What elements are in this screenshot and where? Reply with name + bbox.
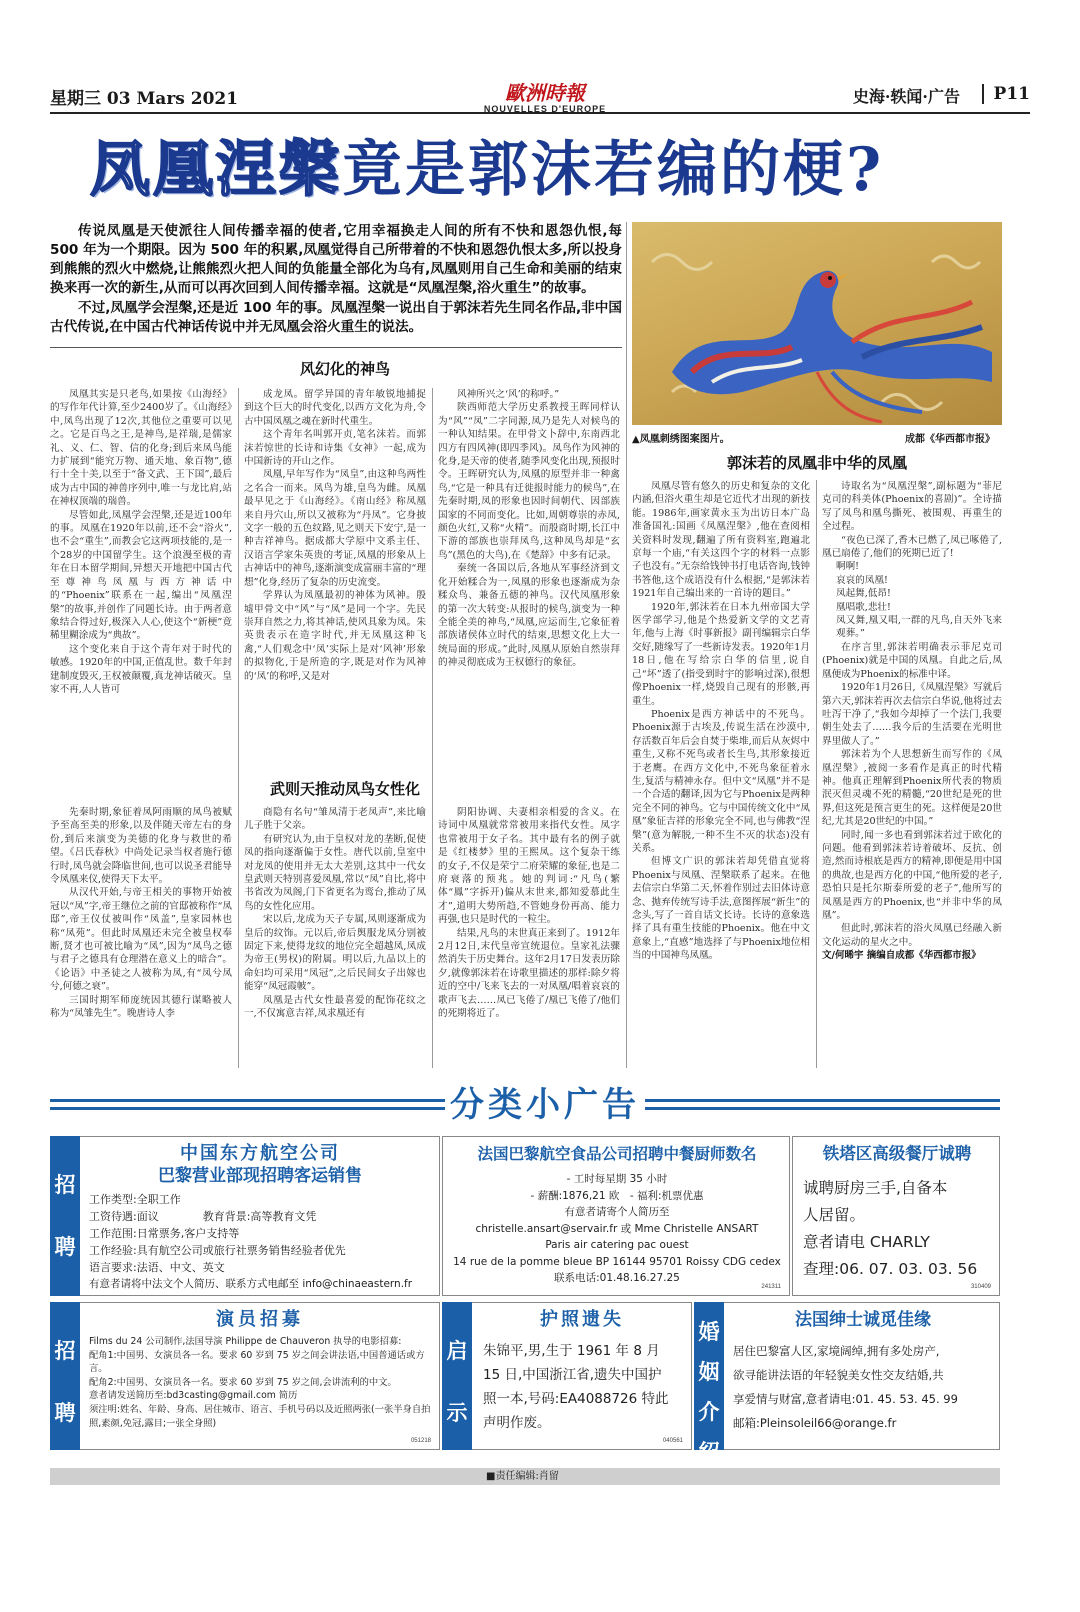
poem-line: 凤又舞,凰又唱,一群的凡鸟,自天外飞来观葬。” (836, 615, 1002, 640)
subhead-wu-zetian: 武则天推动凤鸟女性化 (269, 780, 420, 798)
paragraph: 凤凰其实是只老鸟,如果按《山海经》的写作年代计算,至少2400岁了。《山海经》中,凤鸟出现了12次,其他位之重要可以见之。它是百鸟之王,是神鸟,是祥瑞,是儒家礼、义、仁、智、信的化身;到后来凤鸟能力扩展到“能究万物、通天地、象百物”,德行十全十美,以至于“备文武、王下国”,最后成为古中国的神兽序列中,唯一与龙比肩,站在神权顶端的瑞兽。 (50, 389, 232, 508)
ad-line: Paris air catering pac ouest (545, 1239, 689, 1251)
paragraph: 郭沫若为个人思想新生而写作的《凤凰涅槃》,被阅一多看作是真正的时代精神。他真正理解到Phoenix所代表的物质泯灭但灵魂不死的精髓,“20世纪是死的世界,但这死是预言更生的死。这样便是20世纪,尤其是20世纪的中国。” (822, 749, 1002, 828)
ad-body (89, 1335, 437, 1430)
column-divider (238, 388, 239, 1068)
photo-caption: ▲凤凰刺绣图案图片。 (632, 434, 730, 445)
issue-date: 星期三 03 Mars 2021 (50, 89, 239, 109)
poem-line: 凰唱歌,悲壮! (836, 601, 891, 613)
ad-line: 邮箱:Pleinsoleil66@orange.fr (733, 1416, 897, 1430)
newspaper-logo (470, 82, 620, 114)
lead-paragraph (50, 222, 622, 337)
paragraph: 但此时,郭沫若的浴火凤凰已经融入新文化运动的星火之中。 (822, 923, 1002, 948)
paragraph: 陕西师范大学历史系教授王晖同样认为“风”“凤”二字同源,凤乃是先人对候鸟的一种认知结果。在甲骨文卜辞中,东南西北四方有四风神(即四季风)。凤鸟作为风神的化身,是天帝的使者,随季风变化出现,预报时令。王晖研究认为,凤凰的原型并非一种禽鸟,“它是一种具有迁徙报时能力的候鸟”,在先秦时期,凤的形象也因时间朝代、因部族国家的不同而变化。比如,周朝尊崇的赤凤,颜色火红,又称“火精”。而殷商时期,长江中下游的部族也崇拜凤鸟,这种凤鸟却是“玄鸟”(黑色的大鸟),在《楚辞》中多有记录。 (438, 402, 620, 561)
paragraph: 学界认为凤凰最初的神体为风神。殷墟甲骨文中“风”与“凤”是同一个字。先民崇拜自然之力,将其神话,使风具象为凤。朱英贵表示在造字时代,并无凤凰这种飞禽,“人们观念中‘凤’实际上是对‘风神’形象的拟物化,于是所造的字,既是对作为风神的‘凤’的称呼,又是对 (244, 590, 426, 682)
editor-footer: ■责任编辑:肖留 (50, 1468, 1000, 1485)
article-column-7 (244, 806, 426, 1068)
ad-line: 14 rue de la pomme bleue BP 16144 95701 Roissy CDG cedex (453, 1255, 781, 1268)
paragraph: “夜色已深了,香木已燃了,凤已啄倦了,凰已扇倦了,他们的死期已近了! (822, 534, 1002, 560)
paragraph: 三国时期军师庞统因其德行谋略被人称为“凤雏先生”。晚唐诗人李 (50, 994, 232, 1020)
column-divider (626, 222, 627, 1068)
section-name: 史海·轶闻·广告 (852, 87, 960, 106)
ad-line: 语言要求:法语、中文、英文 (89, 1261, 225, 1274)
article-column-8 (438, 806, 620, 1068)
paragraph: 凤凰尽管有悠久的历史和复杂的文化内涵,但浴火重生却是它近代才出现的新技能。1986年,画家黄永玉为出访日本广岛准备国礼:国画《凤凰涅槃》,他在查阅相关资料时发现,翻遍了所有资料室,跑遍北京每一个庙,“有关这四个字的材料一点影子也没有。”无奈给钱钟书打电话咨询,钱钟书答他,这个成语没有什么根据,“是郭沫若1921年自己编出来的一首诗的题目。” (632, 481, 810, 600)
ad-title: 演员招募 (216, 1309, 304, 1330)
paragraph: 在序言里,郭沫若明确表示菲尼克司(Phoenix)就是中国的凤凰。自此之后,凤凰便成为Phoenix的标准中译。 (822, 641, 1002, 680)
ad-line: Films du 24 公司制作,法国导演 Philippe de Chauveron 执导的电影招募: (89, 1336, 402, 1347)
paragraph: 先秦时期,象征着凤阿雨顺的凤鸟被赋予至高至美的形象,以及伴随天帝左右的身份,到后来演变为美德的化身与救世的希望。《吕氏春秋》中尚处记录当权者施行德行时,凤鸟就会降临世间,也可以说圣君能导令凤凰来仪,使得天下太平。 (50, 807, 232, 886)
paragraph: 秦统一各国以后,各地从军事经济到文化开始糅合为一,凤凰的形象也逐渐成为杂糅众鸟、兼备五德的神鸟。汉代凤凰形象的第一次大转变:从报时的候鸟,演变为一种全能全美的神鸟,“凤凰,应运而生,它象征着部族诸侯体立时代的结束,思想文化上大一统局面的形成。”此时,凤凰从原始自然崇拜的神灵彻底成为王权德行的象征。 (438, 563, 620, 669)
subhead-guo-phoenix: 郭沫若的凤凰非中华的凤凰 (726, 454, 907, 472)
ad-code: 040561 (662, 1438, 683, 1444)
classified-ads-banner (50, 1080, 1000, 1130)
ad-line: 意者请电 CHARLY (803, 1233, 930, 1251)
ad-line: - 工时每星期 35 小时 (566, 1173, 668, 1185)
ad-title: 铁塔区高级餐厅诚聘 (822, 1144, 972, 1163)
ad-title: 中国东方航空公司 (180, 1143, 340, 1164)
ad-line: 有意者请寄个人简历至 (564, 1206, 670, 1218)
paragraph: 结果,凡鸟的末世真正来到了。1912年2月12日,末代皇帝宣统退位。皇家礼法骤然消失于历史舞台。这年2月17日发表历除夕,就像郭沫若在诗歌里描述的那样:除夕将近的空中/飞来飞去的一对凤凰/唱着哀哀的歌声飞去……凤已飞倦了/凰已飞倦了/他们的死期将近了。 (438, 927, 620, 1020)
ad-line: 须注明:姓名、年龄、身高、居住城市、语言、手机号码以及近照两张(一张半身自拍照,素颜,免冠,露目;一张全身照) (89, 1403, 431, 1429)
ad-restaurant (792, 1136, 1000, 1296)
ad-line: christelle.ansart@servair.fr 或 Mme Christelle ANSART (475, 1222, 759, 1235)
paragraph: 同时,闻一多也看到郭沫若过于欧化的问题。他看到郭沫若诗着破坏、反抗、创造,然而诗根底是西方的精神,即便是用中国的典故,也是西方化的中国,“他所爱的老子,恐怕只是托尔斯泰所爱的老子”,他所写的凤凰是西方的Phoenix,也“并非中华的凤凰”。 (822, 829, 1002, 921)
paragraph: 风神所兴之‘风’的称呼。” (457, 389, 560, 400)
ad-line: 工作经验:具有航空公司或旅行社票务销售经验者优先 (89, 1244, 346, 1257)
lead-p2: 不过,凤凰学会涅槃,还是近 100 年的事。凤凰涅槃一说出自于郭沫若先生同名作品,非中国古代传说,在中国古代神话传说中并无凤凰会浴火重生的说法。 (50, 300, 622, 335)
lead-divider (50, 347, 622, 348)
ad-line: 配角1:中国男、女演员各一名。要求 60 岁到 75 岁之间会讲法语,中国普通话或方言。 (89, 1349, 425, 1375)
ad-marriage (694, 1302, 1000, 1464)
ad-category-tab: 招聘 (50, 1136, 80, 1296)
ad-line: 照一本,号码:EA4088726 特此 (483, 1391, 669, 1407)
article-column-2 (244, 388, 426, 770)
paragraph: 1920年,郭沫若在日本九州帝国大学医学部学习,他是个热爱新文学的文艺青年,他与上海《时事新报》副刊编辑宗白华交好,随缘写了一些新诗发表。1920年1月18日,他在写给宗白华的信里,说自己“坏”透了(指受到时宇的影响过深),很想像Phoenix一样,烧毁自己现有的形骸,再重生。 (632, 601, 810, 707)
article-column-6 (50, 806, 232, 1068)
ad-line: 享爱情与财富,意者请电:01. 45. 53. 45. 99 (733, 1392, 958, 1406)
paragraph: 但博文广识的郭沫若却凭借直觉将Phoenix与凤凰、涅槃联系了起来。在他去信宗白华第二天,怀着作别过去旧体诗意念、抛弃传统写诗手法,意图挥展“新生”的念头,写了一首自话文长诗。长诗的意象选择了具有重生技能的Phoenix。他在中文意象上,“直感”地选择了与Phoenix地位相当的中国神鸟凤凰。 (632, 856, 810, 962)
paragraph: 这个青年名叫郭开贞,笔名沫若。而郭沫若惊世的长诗和诗集《女神》一起,成为中国新诗的开山之作。 (244, 429, 426, 468)
paragraph: 尽管如此,凤凰学会涅槃,还是近100年的事。凤凰在1920年以前,还不会“浴火”,也不会“重生”,而教会它这两项技能的,是一个28岁的中国留学生。这个浪漫至极的青年在日本留学期间,异想天开地把中国古代至尊神鸟凤凰与西方神话中的“Phoenix”联系在一起,编出“凤凰涅槃”的故事,并创作了同题长诗。由于两者意象结合得过好,极深入人心,使这个“新梗”竟稀里糊涂成为“典故”。 (50, 509, 232, 642)
paragraph: 1920年1月26日,《凤凰涅槃》写就后第六天,郭沫若再次去信宗白华说,他将过去吐泻干净了,“我如今却掉了一个法门,我要朝生处去了……我今后的生活要在光明世界里做人了。” (822, 682, 1002, 747)
ad-category-tab: 启示 (442, 1302, 472, 1450)
paragraph: 诗取名为“凤凰涅槃”,副标题为“菲尼克司的科美体(Phoenix的喜剧)”。全诗描写了凤鸟和凰鸟撕死、被围观、再重生的全过程。 (822, 481, 1002, 533)
poem-line: 啊啊! (836, 561, 860, 573)
ad-line: 有意者请将中法文个人简历、联系方式电邮至 info@chinaeastern.fr (89, 1278, 413, 1290)
headline-part2: 竟是郭沫若编的梗? (342, 135, 885, 205)
ad-line: 联系电话:01.48.16.27.25 (554, 1272, 680, 1284)
ad-body (447, 1171, 787, 1287)
article-column-5 (822, 480, 1002, 1065)
ad-line: 工作范围:日常票务,客户支持等 (89, 1227, 240, 1240)
ad-line: 意者请发送简历至:bd3casting@gmail.com 简历 (89, 1390, 298, 1402)
article-column-3 (438, 388, 620, 770)
ad-code: 241311 (761, 1284, 781, 1290)
paragraph: 凤凰是古代女性最喜爱的配饰花纹之一,不仅寓意吉祥,凤求凰还有 (244, 994, 426, 1020)
ad-line: 查理:06. 07. 03. 03. 56 (803, 1260, 978, 1278)
classified-ads-title: 分类小广告 (445, 1082, 645, 1128)
ad-line: 配角2:中国男、女演员各一名。要求 60 岁到 75 岁之间,会讲流利的中文。 (89, 1376, 397, 1388)
headline-part1: 凤凰涅槃 (90, 135, 342, 205)
page-number: P11 (982, 84, 1030, 104)
ad-title: 护照遗失 (540, 1309, 624, 1330)
ad-lost-passport (442, 1302, 692, 1450)
ad-code: 051218 (410, 1438, 431, 1444)
ad-line: - 薪酬:1876,21 欧 - 福利:机票优惠 (530, 1189, 704, 1202)
page-header (50, 78, 1030, 114)
ad-title: 法国巴黎航空食品公司招聘中餐厨师数名 (477, 1145, 757, 1163)
ad-line: 工作类型:全职工作 (89, 1193, 181, 1206)
lead-p1: 传说凤凰是天使派往人间传播幸福的使者,它用幸福换走人间的所有不快和恩怨仇恨,每 500 年为一个期限。因为 500 年的积累,凤凰觉得自己所带着的不快和恩怨仇恨太多,所以投身到熊熊的烈火中燃烧,让熊熊烈火把人间的负能量全部化为乌有,凤凰则用自己生命和美丽的结束换来再一次的新生,从而可以再次回到人间传播幸福。这就是“凤凰涅槃,浴火重生”的故事。 (50, 223, 622, 296)
column-divider (816, 480, 817, 1068)
ad-line: 朱锦平,男,生于 1961 年 8 月 (483, 1343, 660, 1359)
article-column-1 (50, 388, 232, 770)
ad-body (483, 1339, 689, 1435)
ad-line: 居住巴黎富人区,家境阔绰,拥有多处房产, (733, 1344, 940, 1358)
ad-body (803, 1175, 999, 1283)
headline (90, 130, 1010, 210)
article-column-4 (632, 480, 810, 1065)
paragraph: 成龙凤。留学异国的青年敏锐地捕捉到这个巨大的时代变化,以西方文化为舟,令古中国凤凰之魂在新时代重生。 (244, 389, 426, 427)
paragraph: 从汉代开始,与帝王相关的事物开始被冠以“凤”字,帝王继位之前的官邸被称作“凤邸”,帝王仪仗被叫作“凤盖”,皇家园林也称“凤苑”。但此时凤凰还未完全被皇权奉断,贤才也可被比喻为“凤”,因为“凤鸟之德与君子之德具有仓理潜在意义上的暗合”。《论语》中圣徒之人被称为凤,有“凤兮凤兮,何德之衰”。 (50, 887, 232, 993)
article-credit: 文/何晞宇 摘编自成都《华西都市报》 (822, 950, 981, 962)
paragraph: 凤凰,早年写作为“凤皇”,由这种鸟两性之名合一而来。凤鸟为雄,皇鸟为雌。凤凰最早见之于《山海经》。《南山经》称凤凰来自丹穴山,所以又被称为“丹凤”。它身披文字一般的五色纹路,见之则天下安宁,是一种吉祥神鸟。据成都大学原中文系主任、汉语言学家朱英贵的考证,凤凰的形象从上古神话中的神鸟,逐渐演变成富丽丰富的“理想”化身,经历了复杂的历史流变。 (244, 469, 426, 588)
phoenix-embroidery-photo (632, 222, 1002, 425)
ad-title: 法国绅士诚觅佳缘 (795, 1310, 931, 1330)
phoenix-illustration (632, 222, 1002, 425)
logo-french: NOUVELLES D'EUROPE (483, 104, 607, 114)
ad-subtitle: 巴黎营业部现招聘客运销售 (158, 1166, 362, 1186)
paragraph: 有研究认为,由于皇权对龙的垄断,促使凤的指向逐渐偏于女性。唐代以前,皇室中对龙凤的使用并无太大差别,这其中一代女皇武则天特别喜爱凤凰,常以“凤”自比,将中书省改为凤阁,门下省更名为鸾台,推动了凤鸟的女性化应用。 (244, 833, 426, 912)
ad-casting (50, 1302, 440, 1450)
paragraph: 商隐有名句“雏凤清于老凤声”,来比喻儿子胜于父亲。 (244, 807, 426, 832)
paragraph: 阴阳协调、夫妻相亲相爱的含义。在诗词中凤凰就常常被用来指代女性。凤字也常被用于女子名。其中最有名的例子就是《红楼梦》里的王熙凤。这个复杂干练的女子,不仅是荣宁二府荣耀的象征,也是二府衰落的预兆。她的判词:“凡鸟(繁体“鳳”字拆开)偏从末世来,都知爱慕此生才”,道明大势所趋,不管她身份再高、能力再强,也只是时代的一粒尘。 (438, 807, 620, 926)
subhead-wind-bird: 风幻化的神鸟 (299, 360, 390, 378)
ad-line: 人居留。 (803, 1206, 866, 1224)
poem-line: 哀哀的凤凰! (836, 574, 888, 586)
ad-line: 欲寻能讲法语的年轻貌美女性交友结婚,共 (733, 1368, 944, 1382)
paragraph: Phoenix是西方神话中的不死鸟。Phoenix源于古埃及,传说生活在沙漠中,存活数百年后会自焚于柴堆,而后从灰烬中重生,又称不死鸟或者长生鸟,其形象接近于老鹰。在西方文化中,不死鸟象征着永生,复活与精神永存。但中文“凤凰”并不是一个合适的翻译,因为它与Phoenix是两种完全不同的神鸟。它与中国传统文化中“凤凰”象征吉祥的形象完全不同,也与佛教“涅槃”(意为解脱,一种不生不灭的状态)没有关系。 (632, 708, 810, 854)
ad-code: 310409 (970, 1284, 991, 1290)
ad-line: 工资待遇:面议 教育背景:高等教育文凭 (89, 1210, 317, 1223)
poem-line: 凤起舞,低昂! (836, 588, 891, 600)
ad-category-tab: 婚姻介绍 (694, 1302, 724, 1450)
paragraph: 这个变化来自于这个青年对于时代的敏感。1920年的中国,正值乱世。数千年封建制度毁灭,王权被颠覆,真龙神话破灭。皇家不再,人人皆可 (50, 643, 232, 695)
ad-china-eastern (50, 1136, 440, 1296)
ad-line: 诚聘厨房三手,自备本 (803, 1179, 948, 1197)
column-divider (432, 388, 433, 1068)
ad-category-tab: 招聘 (50, 1302, 80, 1450)
photo-credit: 成都《华西都市报》 (905, 434, 995, 445)
logo-chinese: 歐洲時報 (505, 81, 585, 105)
paragraph: 宋以后,龙成为天子专属,凤则逐渐成为皇后的纹饰。元以后,帝后舆服龙凤分别被固定下来,使得龙纹的地位完全超越凤,凤成为帝王(男权)的附属。明以后,九品以上的命妇均可采用“凤冠”,之后民间女子出嫁也能穿“凤冠霞帔”。 (244, 914, 426, 993)
ad-servair (442, 1136, 790, 1296)
ad-body (89, 1191, 439, 1293)
ad-line: 15 日,中国浙江省,遗失中国护 (483, 1367, 662, 1383)
ad-line: 声明作废。 (483, 1415, 551, 1431)
ad-body (733, 1339, 999, 1435)
